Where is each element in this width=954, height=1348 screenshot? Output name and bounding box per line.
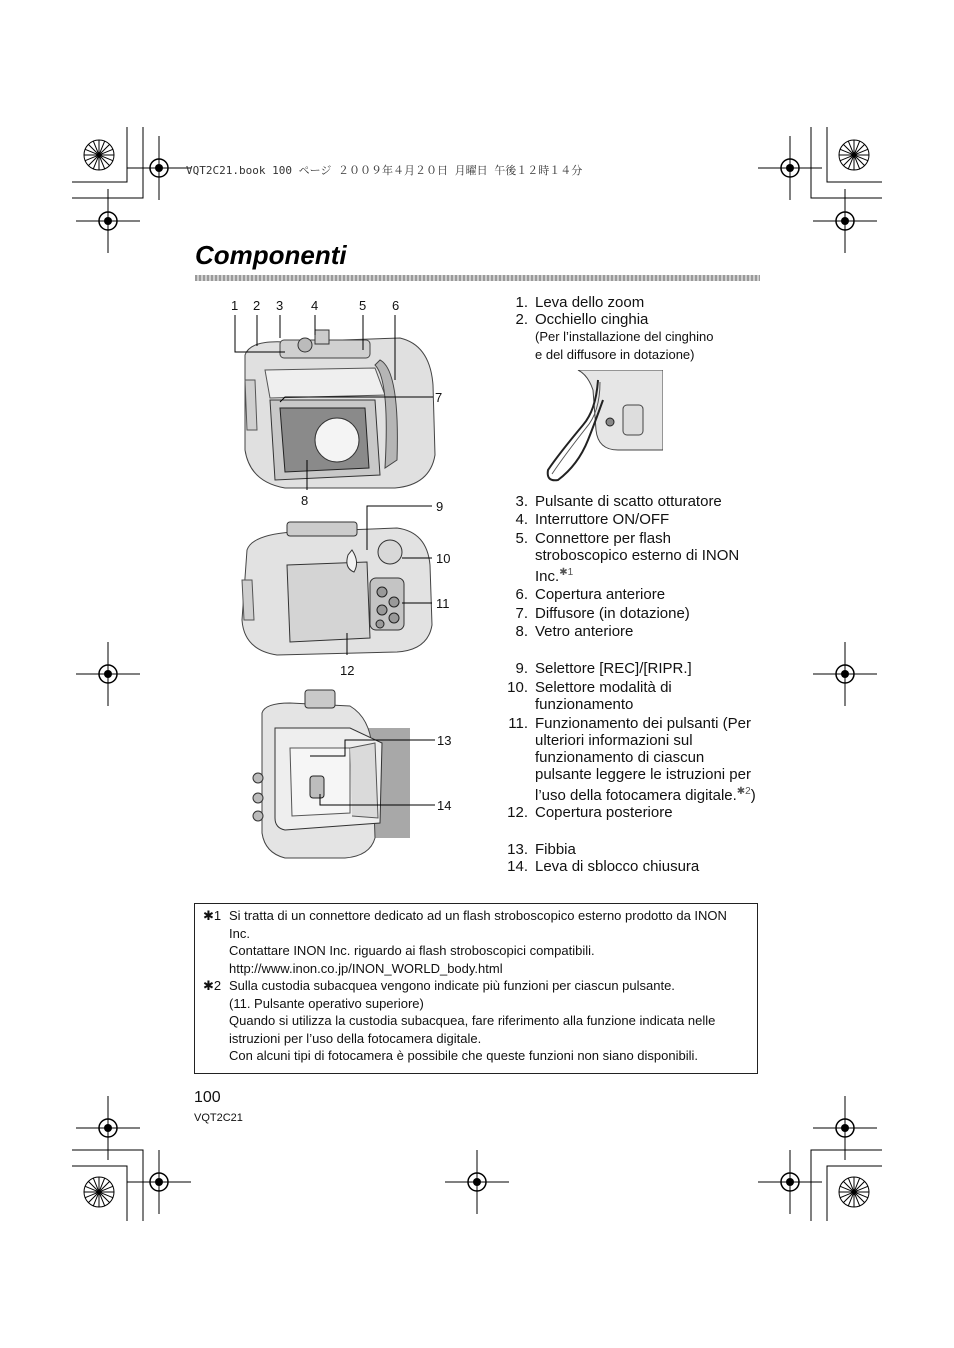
- list-item: 12. Copertura posteriore: [507, 804, 673, 821]
- callout-13: 13: [437, 733, 452, 748]
- print-header: VQT2C21.book 100 ページ ２００９年４月２０日 月曜日 午後１２時１４分: [186, 164, 583, 177]
- side-callout-lines: [250, 688, 445, 863]
- list-item: 5. Connettore per flash stroboscopico esterno di INON Inc.$^{✱1}$: [515, 530, 740, 585]
- callout-11: 11: [436, 596, 450, 611]
- callout-12: 12: [340, 663, 355, 678]
- footnote-1: ✱1 Si tratta di un connettore dedicato ad un flash stroboscopico esterno prodotto da INON Inc. Contattare INON Inc. riguardo ai flash stroboscopici compatibili. http://www.inon.co.jp/INON_WORLD_body.html: [203, 908, 727, 976]
- callout-2: 2: [253, 298, 261, 313]
- callout-3: 3: [276, 298, 284, 313]
- list-item: 9. Selettore [REC]/[RIPR.]: [515, 660, 692, 677]
- title-underline: [195, 275, 760, 281]
- list-item: 3. Pulsante di scatto otturatore: [515, 493, 722, 510]
- list-item: 6. Copertura anteriore: [515, 586, 666, 603]
- strap-illustration: [538, 370, 663, 485]
- list-item: 2. Occhiello cinghia (Per l’installazione del cinghino e del diffusore in dotazione): [515, 311, 714, 362]
- list-item: 11. Funzionamento dei pulsanti (Per ulteriori informazioni sul funzionamento di ciascun pulsante leggere le istruzioni per l’uso della fotocamera digitale.$^{✱2}$): [508, 715, 756, 804]
- callout-4: 4: [311, 298, 319, 313]
- callout-1: 1: [231, 298, 239, 313]
- footnotes-box: [194, 903, 758, 1074]
- parts-list: [490, 294, 760, 875]
- callout-6: 6: [392, 298, 400, 313]
- callout-14: 14: [437, 798, 452, 813]
- back-callout-lines: [232, 495, 447, 670]
- list-item: 4. Interruttore ON/OFF: [515, 511, 670, 528]
- callout-10: 10: [436, 551, 451, 566]
- list-item: 14. Leva di sblocco chiusura: [507, 858, 700, 875]
- document-code: VQT2C21: [194, 1112, 243, 1124]
- page-number: 100: [194, 1089, 221, 1106]
- callout-8: 8: [301, 493, 309, 508]
- list-item: 8. Vetro anteriore: [515, 623, 634, 640]
- list-item: 10. Selettore modalità di funzionamento: [507, 679, 672, 713]
- list-item: 1. Leva dello zoom: [515, 294, 645, 311]
- list-item: 13. Fibbia: [507, 841, 576, 858]
- list-item: 7. Diffusore (in dotazione): [515, 605, 690, 622]
- callout-5: 5: [359, 298, 367, 313]
- footnote-2: ✱2 Sulla custodia subacquea vengono indicate più funzioni per ciascun pulsante. (11. Pulsante operativo superiore) Quando si utilizza la custodia subacquea, fare riferimento alla funzione indicata nelle istruzioni per l’uso della fotocamera digitale. Con alcuni tipi di fotocamera è possibile che queste funzioni non siano disponibili.: [203, 978, 716, 1063]
- callout-9: 9: [436, 499, 444, 514]
- page-title: Componenti: [195, 240, 347, 270]
- callout-7: 7: [435, 390, 443, 405]
- front-callout-lines: [225, 310, 445, 510]
